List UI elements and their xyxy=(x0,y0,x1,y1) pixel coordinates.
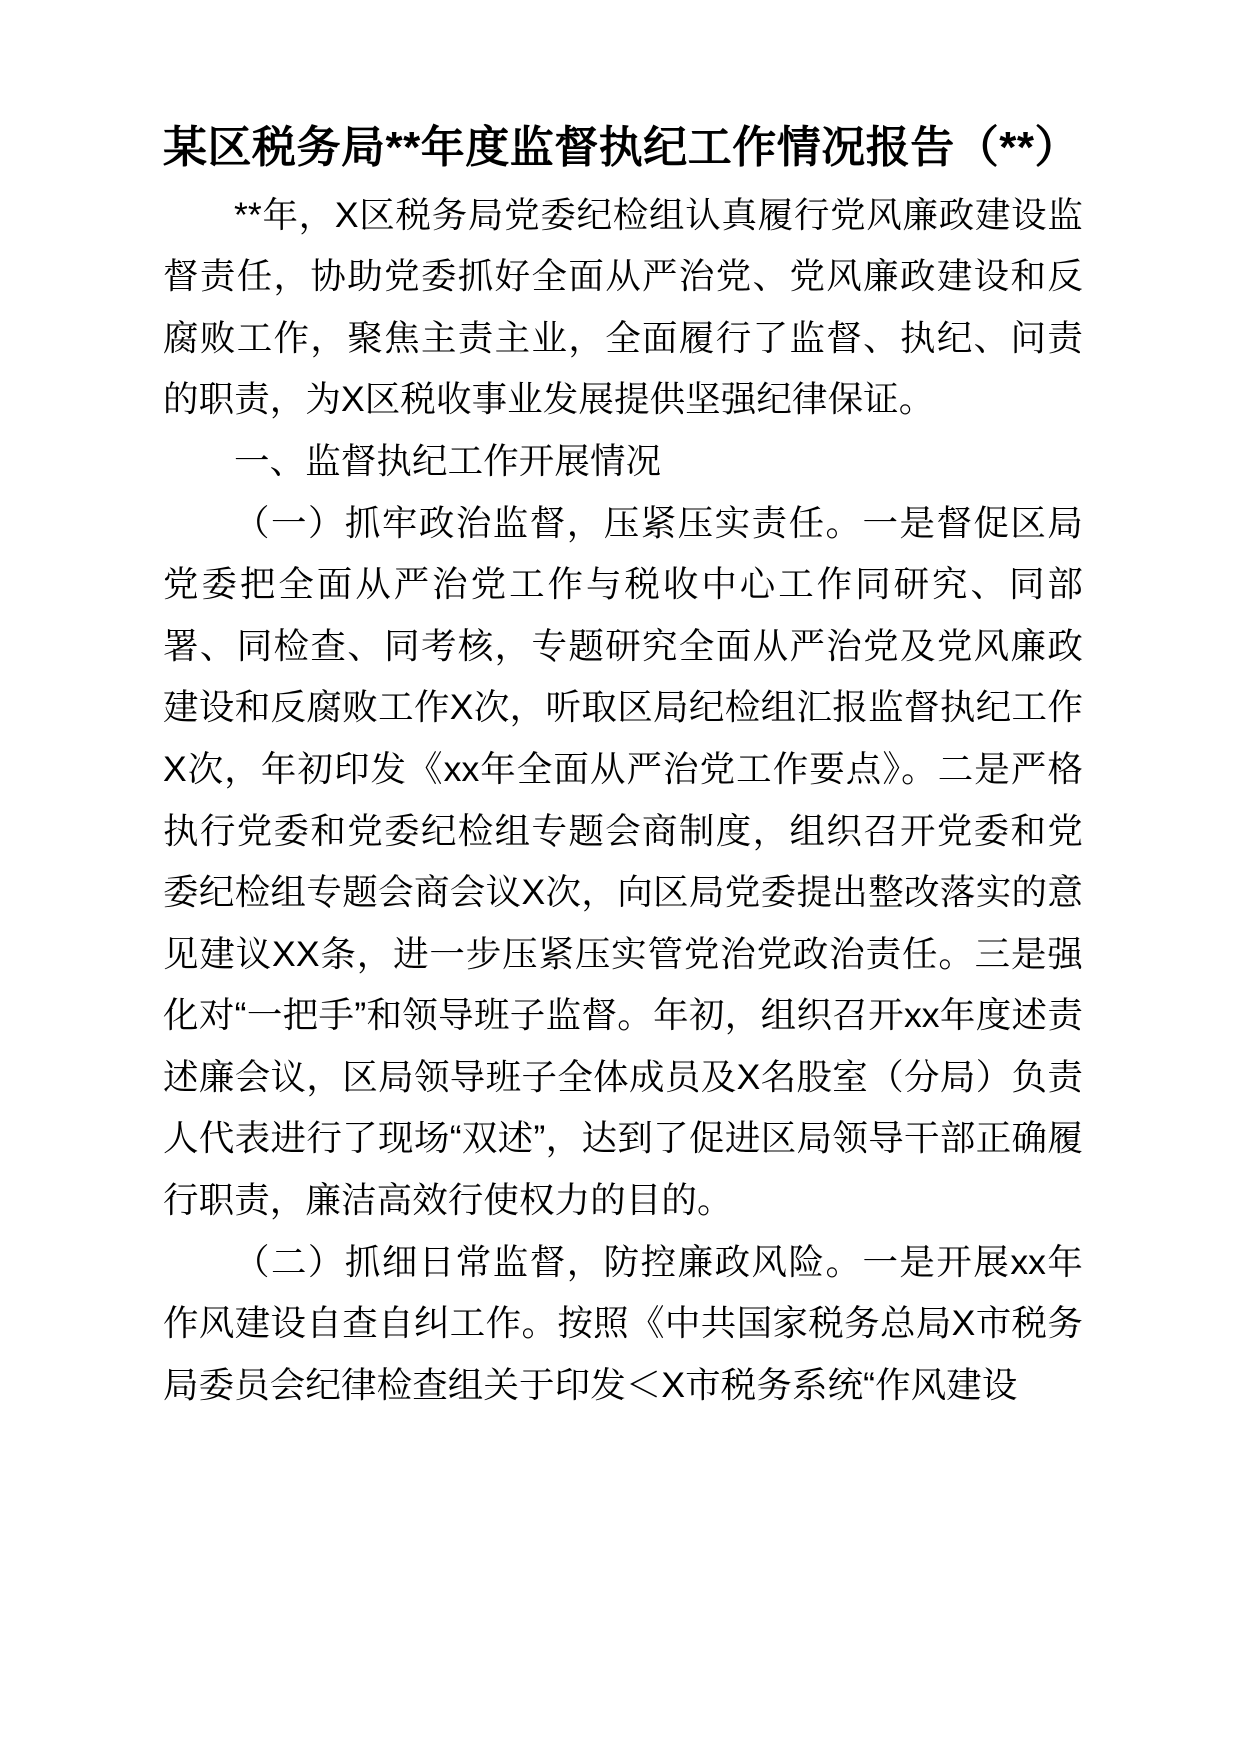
document-body xyxy=(163,118,1083,1416)
paragraph-intro: **年，X区税务局党委纪检组认真履行党风廉政建设监督责任，协助党委抓好全面从严治党、党风廉政建设和反腐败工作，聚焦主责主业，全面履行了监督、执纪、问责的职责，为X区税收事业发展提供坚强纪律保证。 xyxy=(163,194,1083,420)
section-1-item-2-paragraph: （二）抓细日常监督，防控廉政风险。一是开展xx年作风建设自查自纠工作。按照《中共国家税务总局X市税务局委员会纪律检查组关于印发＜X市税务系统“作风建设 xyxy=(163,1241,1083,1405)
document-title: 某区税务局**年度监督执纪工作情况报告（**） xyxy=(163,123,1079,172)
section-heading-1: 一、监督执纪工作开展情况 xyxy=(234,441,662,482)
section-1-item-1-paragraph: （一）抓牢政治监督，压紧压实责任。一是督促区局党委把全面从严治党工作与税收中心工作同研究、同部署、同检查、同考核，专题研究全面从严治党及党风廉政建设和反腐败工作X次，听取区局纪检组汇报监督执纪工作X次，年初印发《xx年全面从严治党工作要点》。二是严格执行党委和党委纪检组专题会商制度，组织召开党委和党委纪检组专题会商会议X次，向区局党委提出整改落实的意见建议XX条，进一步压紧压实管党治党政治责任。三是强化对“一把手”和领导班子监督。年初，组织召开xx年度述责述廉会议，区局领导班子全体成员及X名股室（分局）负责人代表进行了现场“双述”，达到了促进区局领导干部正确履行职责，廉洁高效行使权力的目的。 xyxy=(163,502,1083,1220)
